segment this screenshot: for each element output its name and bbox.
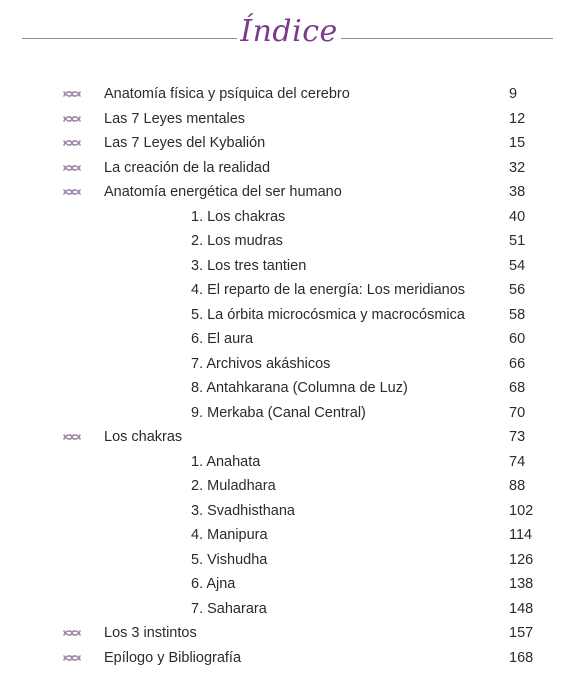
toc-subentry-label: 2. Muladhara — [191, 478, 276, 494]
page-header — [0, 0, 580, 80]
toc-subentry-label: 4. El reparto de la energía: Los meridianos — [191, 282, 466, 298]
toc-entry-label: Las 7 Leyes mentales — [104, 110, 246, 127]
toc-subentry-page: 70 — [509, 404, 526, 421]
toc-subentry[interactable] — [0, 229, 580, 254]
toc-subentry-label: 8. Antahkarana (Columna de Luz) — [191, 380, 408, 396]
toc-entry[interactable] — [0, 621, 580, 646]
toc-entry-label: La creación de la realidad — [104, 159, 271, 176]
toc-entry-label: Los 3 instintos — [104, 625, 197, 641]
toc-subentry-label: 5. La órbita microcósmica y macrocósmica — [191, 306, 465, 323]
page-title: Índice — [240, 14, 338, 49]
toc-entry[interactable] — [0, 646, 580, 671]
toc-subentry[interactable] — [0, 205, 580, 230]
toc-subentry-page: 114 — [509, 527, 533, 543]
infinity-swirl-icon — [62, 161, 82, 175]
toc-subentry-label: 9. Merkaba (Canal Central) — [191, 404, 366, 421]
right-divider — [341, 38, 553, 39]
toc-subentry[interactable] — [0, 376, 580, 401]
table-of-contents — [0, 82, 580, 670]
toc-entry-page: 38 — [509, 184, 526, 200]
toc-subentry[interactable] — [0, 278, 580, 303]
toc-subentry-page: 60 — [509, 331, 526, 347]
toc-subentry-label: 6. El aura — [191, 331, 254, 347]
toc-entry-label: Los chakras — [104, 429, 183, 445]
toc-subentry[interactable] — [0, 401, 580, 426]
toc-entry-page: 32 — [509, 159, 526, 176]
toc-subentry-label: 3. Svadhisthana — [191, 502, 295, 519]
toc-subentry-page: 40 — [509, 208, 526, 225]
toc-entry-page: 73 — [509, 429, 526, 445]
infinity-swirl-icon — [62, 651, 82, 665]
toc-subentry-page: 88 — [509, 478, 526, 494]
toc-subentry[interactable] — [0, 474, 580, 499]
toc-subentry-label: 6. Ajna — [191, 576, 236, 592]
toc-subentry-label: 1. Anahata — [191, 453, 261, 470]
toc-subentry-label: 2. Los mudras — [191, 233, 283, 249]
toc-subentry-page: 51 — [509, 233, 526, 249]
toc-subentry[interactable] — [0, 523, 580, 548]
toc-entry[interactable] — [0, 107, 580, 132]
toc-subentry-page: 126 — [509, 551, 534, 568]
toc-subentry-label: 4. Manipura — [191, 527, 268, 543]
toc-entry-page: 157 — [509, 625, 534, 641]
toc-subentry-page: 56 — [509, 282, 526, 298]
toc-subentry[interactable] — [0, 327, 580, 352]
toc-subentry[interactable] — [0, 352, 580, 377]
toc-subentry-label: 3. Los tres tantien — [191, 257, 307, 274]
toc-subentry[interactable] — [0, 450, 580, 475]
toc-subentry[interactable] — [0, 254, 580, 279]
toc-subentry-label: 5. Vishudha — [191, 551, 268, 568]
toc-entry-page: 15 — [509, 135, 526, 151]
toc-subentry-label: 7. Saharara — [191, 600, 267, 617]
toc-entry-page: 9 — [509, 86, 518, 102]
toc-subentry[interactable] — [0, 499, 580, 524]
toc-entry[interactable] — [0, 425, 580, 450]
toc-entry-label: Anatomía física y psíquica del cerebro — [104, 86, 350, 102]
infinity-swirl-icon — [62, 112, 82, 126]
toc-subentry-page: 102 — [509, 502, 534, 519]
toc-subentry-page: 66 — [509, 355, 526, 372]
toc-entry-label: Las 7 Leyes del Kybalión — [104, 135, 266, 151]
toc-subentry-page: 68 — [509, 380, 526, 396]
toc-entry[interactable] — [0, 131, 580, 156]
toc-subentry-page: 138 — [509, 576, 534, 592]
toc-subentry[interactable] — [0, 303, 580, 328]
toc-subentry[interactable] — [0, 597, 580, 622]
toc-subentry-page: 74 — [509, 453, 526, 470]
toc-entry[interactable] — [0, 82, 580, 107]
infinity-swirl-icon — [62, 87, 82, 101]
toc-entry-label: Epílogo y Bibliografía — [104, 649, 242, 666]
toc-entry[interactable] — [0, 156, 580, 181]
infinity-swirl-icon — [62, 136, 82, 150]
toc-subentry[interactable] — [0, 572, 580, 597]
toc-subentry-label: 7. Archivos akáshicos — [191, 355, 331, 372]
toc-subentry-label: 1. Los chakras — [191, 208, 286, 225]
infinity-swirl-icon — [62, 185, 82, 199]
toc-entry-page: 12 — [509, 110, 526, 127]
toc-subentry[interactable] — [0, 548, 580, 573]
infinity-swirl-icon — [62, 626, 82, 640]
toc-subentry-page: 58 — [509, 306, 526, 323]
toc-subentry-page: 54 — [509, 257, 526, 274]
toc-entry[interactable] — [0, 180, 580, 205]
infinity-swirl-icon — [62, 430, 82, 444]
toc-subentry-page: 148 — [509, 600, 534, 617]
toc-entry-label: Anatomía energética del ser humano — [104, 184, 342, 200]
toc-entry-page: 168 — [509, 649, 534, 666]
left-divider — [22, 38, 237, 39]
